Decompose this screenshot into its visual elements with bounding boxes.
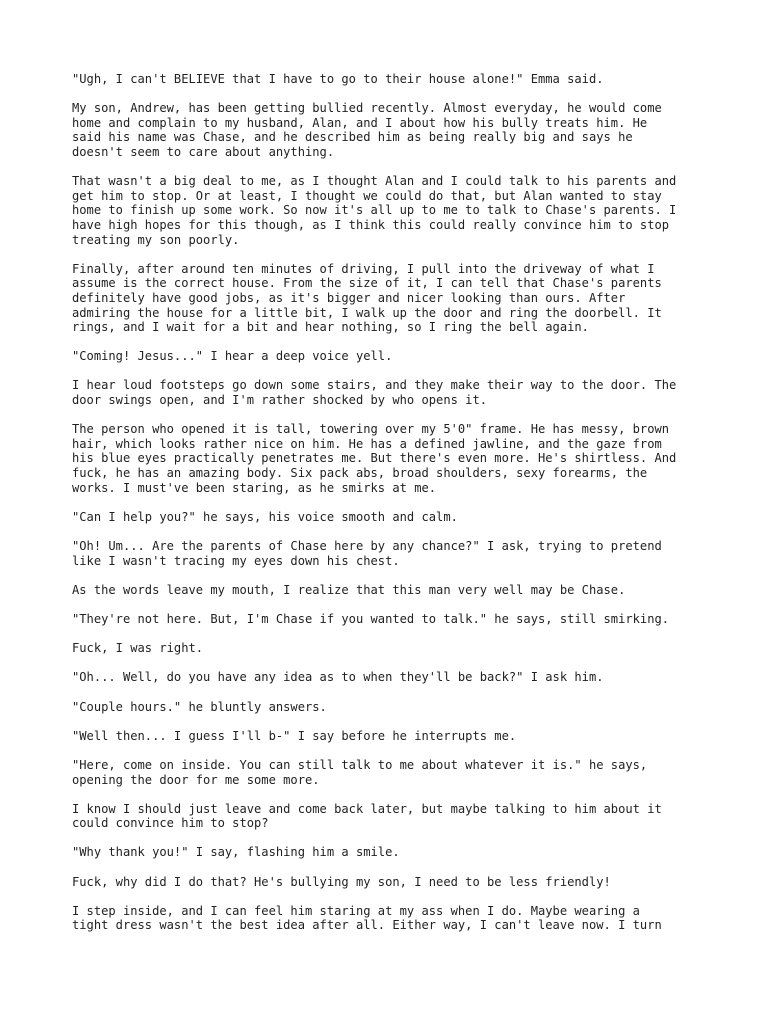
text-line: his blue eyes practically penetrates me. But there's even more. He's shirtless. And (72, 451, 677, 466)
paragraph (72, 349, 708, 364)
text-line: "Here, come on inside. You can still talk to me about whatever it is." he says, (72, 757, 648, 772)
paragraph (72, 670, 708, 685)
paragraph (72, 802, 708, 831)
text-line: Fuck, I was right. (72, 641, 204, 656)
paragraph (72, 101, 708, 159)
text-line: home and complain to my husband, Alan, and I about how his bully treats him. He (72, 115, 648, 130)
text-line: "Why thank you!" I say, flashing him a smile. (72, 845, 400, 860)
text-line: opening the door for me some more. (72, 772, 320, 787)
text-line: "Ugh, I can't BELIEVE that I have to go to their house alone!" Emma said. (72, 72, 604, 86)
paragraph (72, 700, 708, 715)
paragraph (72, 539, 708, 568)
text-line: "Can I help you?" he says, his voice smooth and calm. (72, 509, 458, 524)
paragraph (72, 72, 708, 87)
text-line: The person who opened it is tall, towering over my 5'0" frame. He has messy, brown (72, 422, 670, 437)
paragraph (72, 729, 708, 744)
text-line: "Oh! Um... Are the parents of Chase here by any chance?" I ask, trying to pretend (72, 539, 662, 553)
text-line: As the words leave my mouth, I realize that this man very well may be Chase. (72, 582, 626, 597)
text-line: assume is the correct house. From the size of it, I can tell that Chase's parents (72, 276, 662, 291)
text-line: hair, which looks rather nice on him. He has a defined jawline, and the gaze from (72, 436, 662, 451)
paragraph (72, 262, 708, 335)
text-line: tight dress wasn't the best idea after all. Either way, I can't leave now. I turn (72, 918, 662, 933)
paragraph (72, 758, 708, 787)
text-line: "They're not here. But, I'm Chase if you wanted to talk." he says, still smirking. (72, 611, 670, 626)
text-line: "Couple hours." he bluntly answers. (72, 699, 327, 714)
paragraph (72, 612, 708, 627)
text-line: "Oh... Well, do you have any idea as to when they'll be back?" I ask him. (72, 670, 604, 685)
text-line: get him to stop. Or at least, I thought we could do that, but Alan wanted to stay (72, 188, 662, 203)
text-line: doesn't seem to care about anything. (72, 144, 335, 159)
text-line: That wasn't a big deal to me, as I thought Alan and I could talk to his parents and (72, 174, 677, 189)
paragraph (72, 422, 708, 495)
text-line: Fuck, why did I do that? He's bullying my son, I need to be less friendly! (72, 874, 611, 889)
paragraph (72, 583, 708, 598)
text-line: treating my son poorly. (72, 232, 240, 247)
paragraph (72, 510, 708, 525)
paragraph (72, 378, 708, 407)
paragraph (72, 845, 708, 860)
text-line: definitely have good jobs, as it's bigger and nicer looking than ours. After (72, 290, 626, 305)
text-line: Finally, after around ten minutes of driving, I pull into the driveway of what I (72, 261, 655, 276)
text-line: admiring the house for a little bit, I walk up the door and ring the doorbell. It (72, 305, 662, 320)
text-line: door swings open, and I'm rather shocked by who opens it. (72, 393, 488, 408)
text-line: home to finish up some work. So now it's all up to me to talk to Chase's parents. I (72, 203, 677, 218)
text-line: have high hopes for this though, as I think this could really convince him to stop (72, 217, 670, 232)
paragraph (72, 904, 708, 933)
text-line: "Coming! Jesus..." I hear a deep voice yell. (72, 349, 393, 364)
paragraph (72, 875, 708, 890)
text-line: "Well then... I guess I'll b-" I say before he interrupts me. (72, 728, 517, 743)
text-line: My son, Andrew, has been getting bullied recently. Almost everyday, he would come (72, 101, 662, 116)
text-line: I know I should just leave and come back later, but maybe talking to him about it (72, 801, 662, 816)
text-line: works. I must've been staring, as he smirks at me. (72, 480, 437, 495)
text-line: said his name was Chase, and he described him as being really big and says he (72, 130, 633, 145)
paragraph (72, 641, 708, 656)
text-line: I hear loud footsteps go down some stairs, and they make their way to the door. The (72, 378, 677, 393)
text-line: fuck, he has an amazing body. Six pack abs, broad shoulders, sexy forearms, the (72, 466, 648, 481)
paragraph (72, 174, 708, 247)
text-line: rings, and I wait for a bit and hear nothing, so I ring the bell again. (72, 320, 589, 335)
text-line: I step inside, and I can feel him staring at my ass when I do. Maybe wearing a (72, 903, 640, 918)
text-line: could convince him to stop? (72, 816, 269, 831)
text-line: like I wasn't tracing my eyes down his chest. (72, 553, 400, 568)
